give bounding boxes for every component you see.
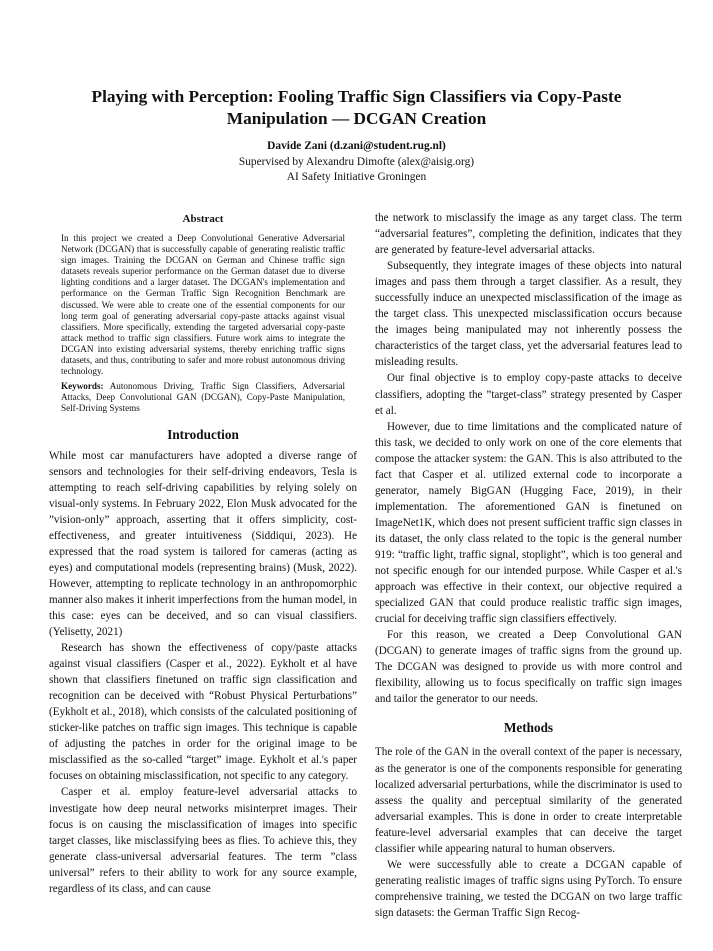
methods-paragraph-1: The role of the GAN in the overall context of the paper is necessary, as the generator is one of the components responsible for generating localized adversarial perturbations, while the discriminator is used to assess the quality and perceptual similarity of the generated adversarial examples. This is done in order to create interpretable feature-level adversarial examples that can deceive the target classifier while appearing natural to human observers. <box>375 746 682 855</box>
intro-paragraph-3-continued: the network to misclassify the image as any target class. The term “adversarial features”, completing the definition, indicates that they are generated by feature-level adversarial attacks. <box>375 212 682 257</box>
abstract-section <box>49 212 357 415</box>
abstract-text: In this project we created a Deep Convolutional Generative Adversarial Network (DCGAN) that is successfully capable of generating realistic traffic sign images. Training the DCGAN on German and Chinese traffic sign datasets reveals superior performance on the German dataset due to diverse lighting conditions and a larger dataset. The DCGAN's implementation and performance on the German Traffic Sign Recognition Benchmark are discussed. We were able to create one of the essential components for our long term goal of generating adversarial copy-paste attacks against visual classifiers. More specifically, extending the targeted adversarial copy-paste attack method to traffic sign classifiers. Future work aims to integrate the DCGAN into existing adversarial systems, thereby enriching traffic signs datasets, and thus, contributing to safer and more robust autonomous driving technology. <box>61 233 345 377</box>
left-column <box>49 210 357 897</box>
intro-paragraph-6: However, due to time limitations and the complicated nature of this task, we decided to only work on one of the core elements that compose the attacker system: the GAN. This is also attributed to the fact that Casper et al. utilized external code to incorporate a generator, namely BigGAN (Hugging Face, 2019), in their implementation. The aforementioned GAN is finetuned on ImageNet1K, which does not present sufficient traffic sign classes in its dataset, the only class related to the topic is the general number 919: “traffic light, traffic signal, stoplight”, which is too general and not specific enough for our intended purpose. While Casper et al.'s approach was effective in their context, our objective required a specialized GAN that could produce realistic traffic sign images, crucial for deceiving traffic sign classifiers effectively. <box>375 420 682 626</box>
author-name: Davide Zani (d.zani@student.rug.nl) <box>267 140 446 152</box>
keywords-label: Keywords: <box>61 381 104 392</box>
keywords-text: Autonomous Driving, Traffic Sign Classifiers, Adversarial Attacks, Deep Convolutional GAN (DCGAN), Copy-Paste Manipulation, Self-Driving Systems <box>61 381 345 414</box>
keywords-line <box>61 381 345 414</box>
abstract-heading: Abstract <box>182 213 224 225</box>
intro-paragraph-4: Subsequently, they integrate images of these objects into natural images and pass them through a target classifier. As a result, they successfully induce an unexpected misclassification of the image as the target class. This unexpected misclassification occurs because the images being manipulated may not inherently possess the characteristics of the target class, yet the adversarial features lead to misleading results. <box>375 260 682 369</box>
affiliation-line: AI Safety Initiative Groningen <box>286 171 427 183</box>
right-column <box>375 210 682 921</box>
paper-title: Playing with Perception: Fooling Traffic Sign Classifiers via Copy-Paste Manipulation — DCGAN Creation <box>91 87 622 128</box>
author-block <box>60 139 653 186</box>
intro-paragraph-1: While most car manufacturers have adopted a diverse range of sensors and technologies for their self-driving endeavors, Tesla is attempting to reach self-driving capabilities by relying solely on visual-only systems. In February 2022, Elon Musk advocated for the ”vision-only” approach, asserting that it offers simplicity, cost-effectiveness, and greater intuitiveness (Siddiqui, 2023). He expressed that the road system is tailored for cameras (acting as eyes) and computational models (representing brains) (Musk, 2022). However, attempting to replicate technology in an anthropomorphic manner also makes it inherit imperfections from the human model, in this case: eyes can be deceived, and so can visual classifiers. (Yelisetty, 2021) <box>49 449 357 639</box>
methods-heading: Methods <box>503 720 554 736</box>
intro-paragraph-5: Our final objective is to employ copy-paste attacks to deceive classifiers, adopting the ”target-class” strategy presented by Casper et al. <box>375 372 682 417</box>
intro-paragraph-7: For this reason, we created a Deep Convolutional GAN (DCGAN) to generate images of traffic signs from the ground up. The DCGAN was designed to provide us with more control and flexibility, allowing us to focus specifically on traffic sign images and tailor the generator to our needs. <box>375 629 682 706</box>
intro-paragraph-2: Research has shown the effectiveness of copy/paste attacks against visual classifiers (Casper et al., 2022). Eykholt et al have shown that classifiers finetuned on traffic sign classification and recognition can be deceived with “Robust Physical Perturbations” (Eykholt et al., 2018), which consists of the calculated positioning of sticker-like patches on traffic sign images. This technique is capable of adjusting the patches in order for the original image to be misclassified as the so-called “target” image. Eykholt et al.'s paper focuses on obtaining misclassification, not specific to any category. <box>49 642 357 783</box>
intro-paragraph-3: Casper et al. employ feature-level adversarial attacks to investigate how deep neural networks misinterpret images. Their focus is on causing the misclassification of images into specific target classes, like misclassifying bees as flies. To achieve this, they generate class-universal adversarial features. The term ”class universal” refers to their ability to work for any source example, regardless of its class, and can cause <box>49 786 357 895</box>
supervisor-line: Supervised by Alexandru Dimofte (alex@aisig.org) <box>238 155 475 168</box>
introduction-heading: Introduction <box>167 426 239 442</box>
methods-paragraph-2: We were successfully able to create a DCGAN capable of generating realistic images of traffic signs using PyTorch. To ensure comprehensive training, we tested the DCGAN on two large traffic sign datasets: the German Traffic Sign Recog- <box>375 858 682 919</box>
